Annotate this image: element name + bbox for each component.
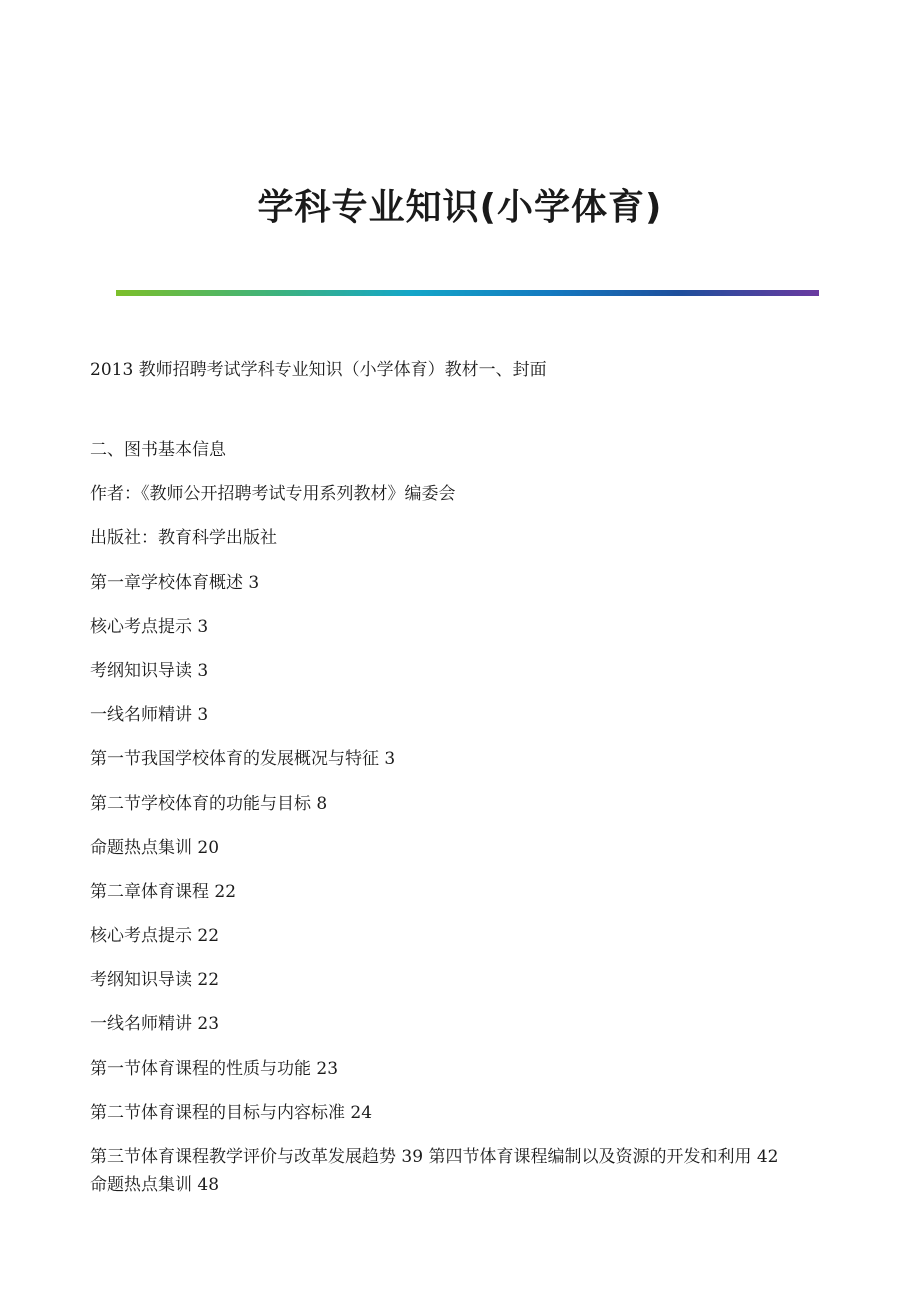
text-line: 考纲知识导读 3 [90, 660, 209, 681]
text-line: 考纲知识导读 22 [90, 970, 220, 991]
text-line: 第一章学校体育概述 3 [90, 572, 260, 593]
text-line: 命题热点集训 20 [90, 837, 220, 858]
text-line: 第二节学校体育的功能与目标 8 [90, 793, 328, 814]
text-line: 二、图书基本信息 [90, 440, 226, 460]
text-line: 一线名师精讲 3 [90, 705, 209, 726]
text-line: 第二章体育课程 22 [90, 881, 237, 902]
text-line: 命题热点集训 48 [90, 1175, 220, 1195]
text-line: 第三节体育课程教学评价与改革发展趋势 39 第四节体育课程编制以及资源的开发和利用 42 [90, 1147, 779, 1167]
content-lines [90, 436, 890, 1215]
text-line: 核心考点提示 3 [90, 616, 209, 637]
document-title: 学科专业知识(小学体育) [257, 187, 663, 228]
text-line: 第一节体育课程的性质与功能 23 [90, 1058, 339, 1079]
text-line: 出版社：教育科学出版社 [90, 528, 277, 549]
intro-line: 2013 教师招聘考试学科专业知识（小学体育）教材一、封面 [90, 360, 547, 380]
gradient-divider [116, 290, 819, 296]
text-line: 第二节体育课程的目标与内容标准 24 [90, 1102, 373, 1123]
text-line: 作者：《教师公开招聘考试专用系列教材》编委会 [90, 484, 456, 505]
text-line: 一线名师精讲 23 [90, 1014, 220, 1035]
text-line: 核心考点提示 22 [90, 926, 220, 947]
text-line: 第一节我国学校体育的发展概况与特征 3 [90, 749, 396, 770]
